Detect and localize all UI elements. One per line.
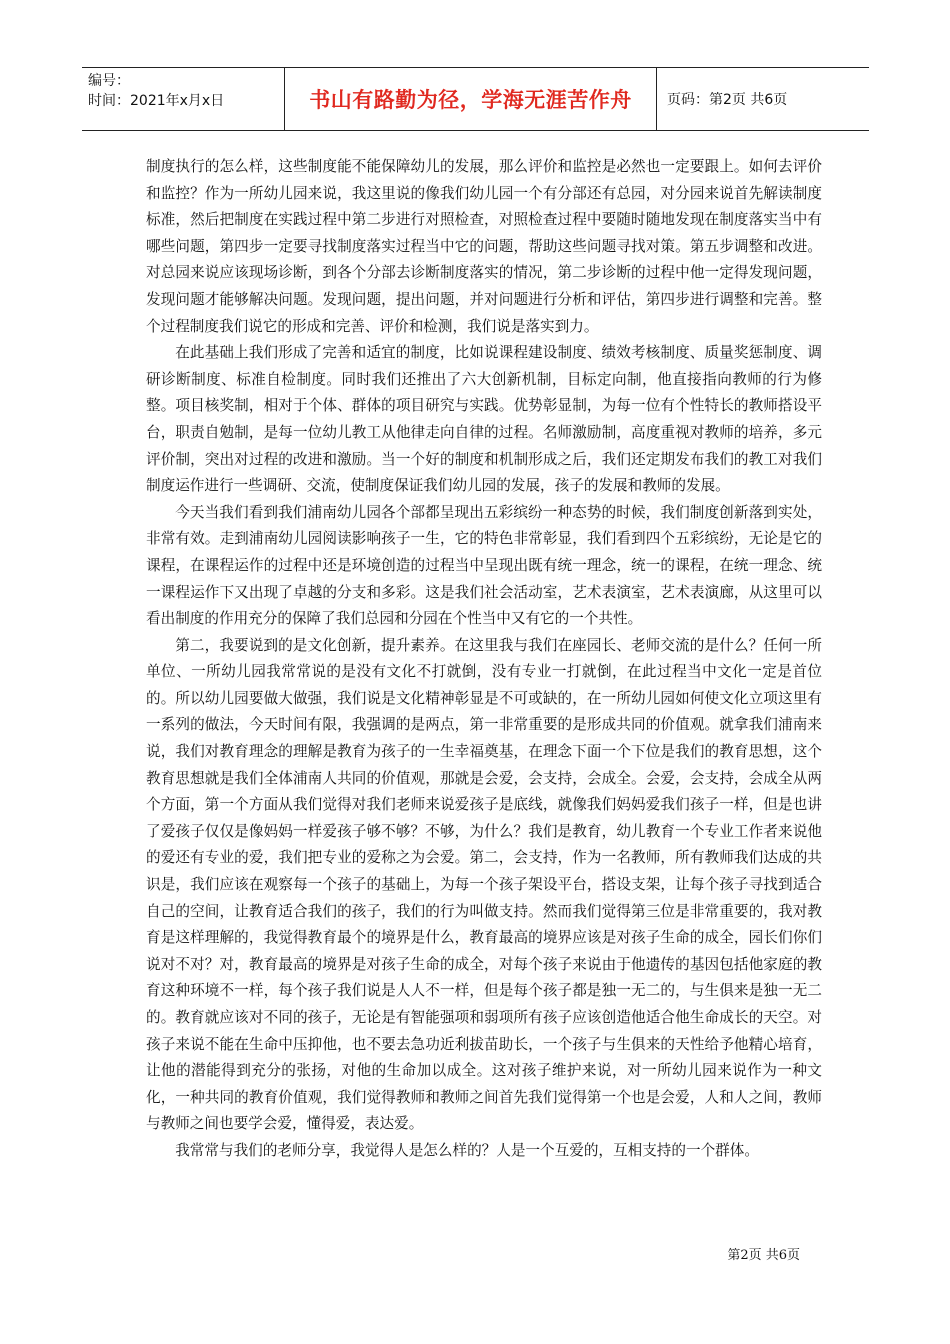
document-body	[146, 154, 822, 1165]
paragraph-3: 今天当我们看到我们浦南幼儿园各个部都呈现出五彩缤纷一种态势的时候，我们制度创新落到实处，非常有效。走到浦南幼儿园阅读影响孩子一生，它的特色非常彰显，我们看到四个五彩缤纷，无论是它的课程，在课程运作的过程中还是环境创造的过程当中呈现出既有统一理念，统一的课程，在统一理念、统一课程运作下又出现了卓越的分支和多彩。这是我们社会活动室，艺术表演室，艺术表演廊，从这里可以看出制度的作用充分的保障了我们总园和分园在个性当中又有它的一个共性。	[146, 503, 822, 628]
page-footer-number: 第2页 共6页	[727, 1248, 800, 1263]
header-motto: 书山有路勤为径，学海无涯苦作舟	[284, 68, 657, 130]
document-date-label: 时间：2021年x月x日	[88, 93, 225, 109]
header-meta	[82, 68, 284, 130]
document-number-label: 编号：	[88, 73, 130, 89]
page-header	[82, 67, 869, 131]
paragraph-4: 第二，我要说到的是文化创新，提升素养。在这里我与我们在座园长、老师交流的是什么？任何一所单位、一所幼儿园我常常说的是没有文化不打就倒，没有专业一打就倒，在此过程当中文化一定是首位的。所以幼儿园要做大做强，我们说是文化精神彰显是不可或缺的，在一所幼儿园如何使文化立项这里有一系列的做法，今天时间有限，我强调的是两点，第一非常重要的是形成共同的价值观。就拿我们浦南来说，我们对教育理念的理解是教育为孩子的一生幸福奠基，在理念下面一个下位是我们的教育思想，这个教育思想就是我们全体浦南人共同的价值观，那就是会爱，会支持，会成全。会爱，会支持，会成全从两个方面，第一个方面从我们觉得对我们老师来说爱孩子是底线，就像我们妈妈爱我们孩子一样，但是也讲了爱孩子仅仅是像妈妈一样爱孩子够不够？不够，为什么？我们是教育，幼儿教育一个专业工作者来说他的爱还有专业的爱，我们把专业的爱称之为会爱。第二，会支持，作为一名教师，所有教师我们达成的共识是，我们应该在观察每一个孩子的基础上，为每一个孩子架设平台，搭设支架，让每个孩子寻找到适合自己的空间，让教育适合我们的孩子，我们的行为叫做支持。然而我们觉得第三位是非常重要的，我对教育是这样理解的，我觉得教育最个的境界是什么，教育最高的境界应该是对孩子生命的成全，园长们你们说对不对？对，教育最高的境界是对孩子生命的成全，对每个孩子来说由于他遗传的基因包括他家庭的教育这种环境不一样，每个孩子我们说是人人不一样，但是每个孩子都是独一无二的，与生俱来是独一无二的。教育就应该对不同的孩子，无论是有智能强项和弱项所有孩子应该创造他适合他生命成长的天空。对孩子来说不能在生命中压抑他，也不要去急功近利拔苗助长，一个孩子与生俱来的天性给予他精心培育，让他的潜能得到充分的张扬，对他的生命加以成全。这对孩子维护来说，对一所幼儿园来说作为一种文化，一种共同的教育价值观，我们觉得教师和教师之间首先我们觉得第一个也是会爱，人和人之间，教师与教师之间也要学会爱，懂得爱，表达爱。	[146, 636, 822, 1133]
header-page-info: 页码：第2页 共6页	[667, 92, 788, 108]
paragraph-1: 制度执行的怎么样，这些制度能不能保障幼儿的发展，那么评价和监控是必然也一定要跟上。如何去评价和监控？作为一所幼儿园来说，我这里说的像我们幼儿园一个有分部还有总园，对分园来说首先解读制度标准，然后把制度在实践过程中第二步进行对照检查，对照检查过程中要随时随地发现在制度落实当中有哪些问题，第四步一定要寻找制度落实过程当中它的问题，帮助这些问题寻找对策。第五步调整和改进。对总园来说应该现场诊断，到各个分部去诊断制度落实的情况，第二步诊断的过程中他一定得发现问题，发现问题才能够解决问题。发现问题，提出问题，并对问题进行分析和评估，第四步进行调整和完善。整个过程制度我们说它的形成和完善、评价和检测，我们说是落实到力。	[146, 158, 822, 335]
paragraph-2: 在此基础上我们形成了完善和适宜的制度，比如说课程建设制度、绩效考核制度、质量奖惩制度、调研诊断制度、标准自检制度。同时我们还推出了六大创新机制，目标定向制，他直接指向教师的行为修整。项目核奖制，相对于个体、群体的项目研究与实践。优势彰显制，为每一位有个性特长的教师搭设平台，职责自勉制，是每一位幼儿教工从他律走向自律的过程。名师激励制，高度重视对教师的培养，多元评价制，突出对过程的改进和激励。当一个好的制度和机制形成之后，我们还定期发布我们的教工对我们制度运作进行一些调研、交流，使制度保证我们幼儿园的发展，孩子的发展和教师的发展。	[146, 344, 822, 495]
paragraph-5: 我常常与我们的老师分享，我觉得人是怎么样的？人是一个互爱的，互相支持的一个群体。	[175, 1141, 759, 1159]
